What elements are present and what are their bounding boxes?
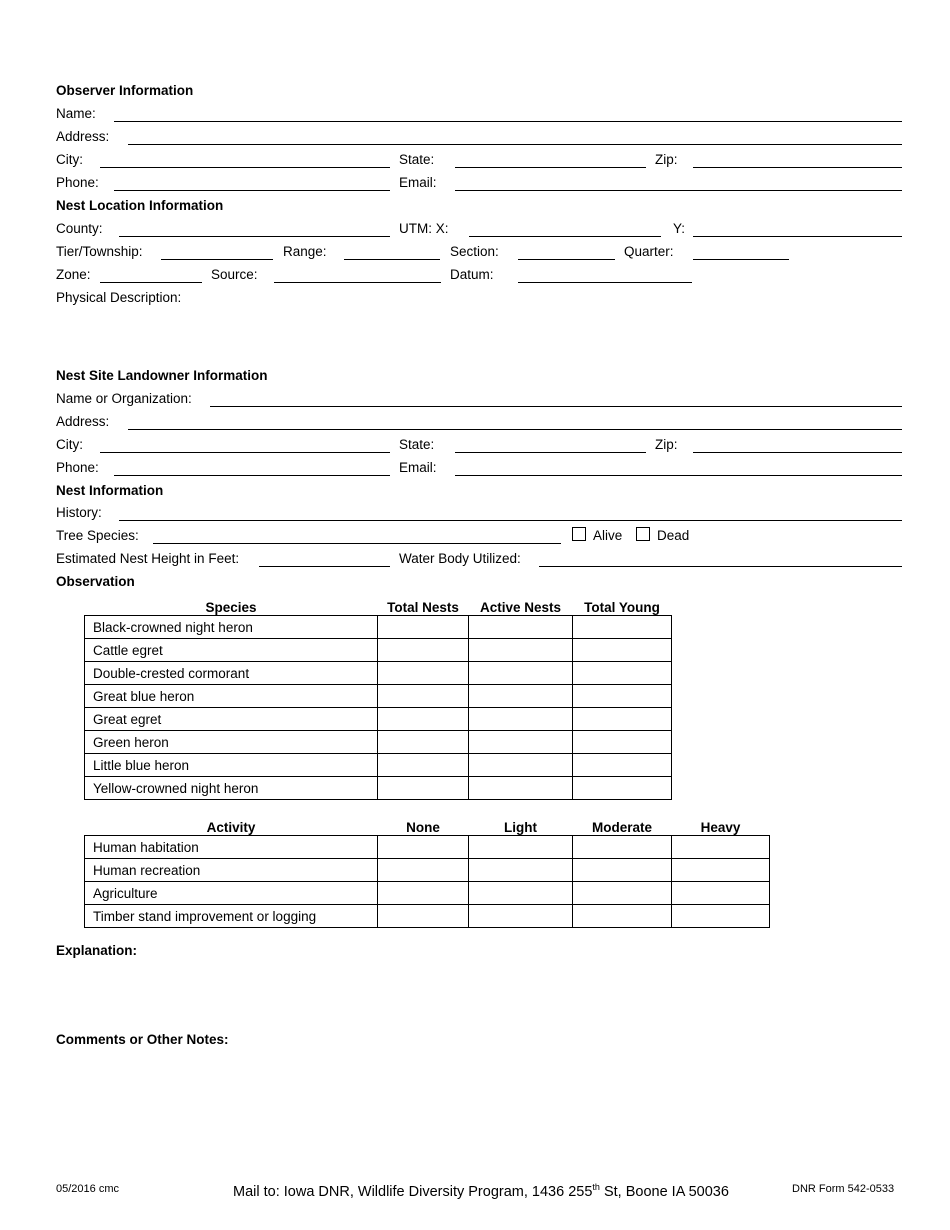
- landowner-heading: Nest Site Landowner Information: [56, 368, 268, 383]
- landowner-state-field[interactable]: [455, 452, 646, 453]
- total-young-header: Total Young: [584, 600, 660, 615]
- observer-state-field[interactable]: [455, 167, 646, 168]
- total-nests-cell[interactable]: [378, 708, 469, 731]
- datum-label: Datum:: [450, 267, 494, 282]
- alive-label: Alive: [593, 528, 623, 543]
- observer-state-label: State:: [399, 152, 435, 167]
- section-field[interactable]: [518, 259, 615, 260]
- explanation-label: Explanation:: [56, 943, 138, 958]
- table-row: [85, 777, 672, 800]
- heavy-cell[interactable]: [672, 882, 770, 905]
- table-row: [85, 616, 672, 639]
- light-cell[interactable]: [469, 905, 573, 928]
- total-nests-header: Total Nests: [387, 600, 459, 615]
- total-young-cell[interactable]: [573, 708, 672, 731]
- light-header: Light: [504, 820, 537, 835]
- total-nests-cell[interactable]: [378, 616, 469, 639]
- comments-label: Comments or Other Notes:: [56, 1032, 229, 1047]
- heavy-header: Heavy: [700, 820, 741, 835]
- species-name: Double-crested cormorant: [85, 662, 378, 685]
- location-heading: Nest Location Information: [56, 198, 224, 213]
- total-young-cell[interactable]: [573, 639, 672, 662]
- species-header: Species: [205, 600, 257, 615]
- landowner-name-field[interactable]: [210, 406, 902, 407]
- observation-heading: Observation: [56, 574, 135, 589]
- observer-city-field[interactable]: [100, 167, 390, 168]
- none-cell[interactable]: [378, 905, 469, 928]
- datum-field[interactable]: [518, 282, 692, 283]
- active-nests-cell[interactable]: [469, 708, 573, 731]
- landowner-zip-label: Zip:: [655, 437, 678, 452]
- observer-heading: Observer Information: [56, 83, 194, 98]
- observer-address-label: Address:: [56, 129, 110, 144]
- utm-x-field[interactable]: [469, 236, 661, 237]
- species-name: Black-crowned night heron: [85, 616, 378, 639]
- heavy-cell[interactable]: [672, 836, 770, 859]
- landowner-state-label: State:: [399, 437, 435, 452]
- none-cell[interactable]: [378, 859, 469, 882]
- moderate-cell[interactable]: [573, 905, 672, 928]
- nest-heading: Nest Information: [56, 483, 164, 498]
- species-name: Great blue heron: [85, 685, 378, 708]
- species-table: [84, 593, 672, 800]
- light-cell[interactable]: [469, 882, 573, 905]
- table-row: [85, 708, 672, 731]
- species-name: Cattle egret: [85, 639, 378, 662]
- active-nests-cell[interactable]: [469, 777, 573, 800]
- table-row: [85, 754, 672, 777]
- observer-city-label: City:: [56, 152, 83, 167]
- landowner-email-field[interactable]: [455, 475, 902, 476]
- activity-name: Human habitation: [85, 836, 378, 859]
- table-row: [85, 731, 672, 754]
- landowner-name-label: Name or Organization:: [56, 391, 192, 406]
- dead-checkbox[interactable]: [636, 527, 650, 541]
- water-body-label: Water Body Utilized:: [399, 551, 521, 566]
- total-nests-cell[interactable]: [378, 662, 469, 685]
- observer-phone-label: Phone:: [56, 175, 99, 190]
- total-young-cell[interactable]: [573, 662, 672, 685]
- observer-name-label: Name:: [56, 106, 96, 121]
- quarter-field[interactable]: [693, 259, 789, 260]
- form-number: DNR Form 542-0533: [792, 1183, 895, 1195]
- source-label: Source:: [211, 267, 258, 282]
- quarter-label: Quarter:: [624, 244, 674, 259]
- county-field[interactable]: [119, 236, 390, 237]
- table-row: [85, 836, 770, 859]
- activity-name: Agriculture: [85, 882, 378, 905]
- landowner-address-field[interactable]: [128, 429, 902, 430]
- light-cell[interactable]: [469, 859, 573, 882]
- mail-prefix: Mail to: Iowa DNR, Wildlife Diversity Program, 1436 255: [233, 1183, 593, 1200]
- none-header: None: [406, 820, 440, 835]
- section-label: Section:: [450, 244, 499, 259]
- tier-label: Tier/Township:: [56, 244, 143, 259]
- footer-date: 05/2016 cmc: [56, 1183, 119, 1195]
- total-young-cell[interactable]: [573, 754, 672, 777]
- tier-field[interactable]: [161, 259, 273, 260]
- range-label: Range:: [283, 244, 327, 259]
- table-row: [85, 639, 672, 662]
- nest-height-label: Estimated Nest Height in Feet:: [56, 551, 240, 566]
- moderate-cell[interactable]: [573, 836, 672, 859]
- tree-species-label: Tree Species:: [56, 528, 139, 543]
- nest-height-field[interactable]: [259, 566, 390, 567]
- total-nests-cell[interactable]: [378, 731, 469, 754]
- active-nests-cell[interactable]: [469, 754, 573, 777]
- range-field[interactable]: [344, 259, 440, 260]
- utm-y-field[interactable]: [693, 236, 902, 237]
- water-body-field[interactable]: [539, 566, 902, 567]
- mail-suffix: St, Boone IA 50036: [599, 1183, 729, 1200]
- activity-name: Human recreation: [85, 859, 378, 882]
- table-row: [85, 859, 770, 882]
- utm-x-label: UTM: X:: [399, 221, 449, 236]
- total-nests-cell[interactable]: [378, 685, 469, 708]
- utm-y-label: Y:: [673, 221, 686, 236]
- light-cell[interactable]: [469, 836, 573, 859]
- history-label: History:: [56, 505, 102, 520]
- active-nests-cell[interactable]: [469, 731, 573, 754]
- none-cell[interactable]: [378, 882, 469, 905]
- active-nests-header: Active Nests: [479, 600, 562, 615]
- table-row: [85, 662, 672, 685]
- landowner-city-field[interactable]: [100, 452, 390, 453]
- tree-species-field[interactable]: [153, 543, 561, 544]
- species-name: Yellow-crowned night heron: [85, 777, 378, 800]
- activity-name: Timber stand improvement or logging: [85, 905, 378, 928]
- zone-label: Zone:: [56, 267, 91, 282]
- active-nests-cell[interactable]: [469, 639, 573, 662]
- observer-zip-field[interactable]: [693, 167, 902, 168]
- table-row: [85, 882, 770, 905]
- physical-description-label: Physical Description:: [56, 290, 182, 305]
- zone-field[interactable]: [100, 282, 202, 283]
- landowner-zip-field[interactable]: [693, 452, 902, 453]
- observer-phone-field[interactable]: [114, 190, 390, 191]
- total-nests-cell[interactable]: [378, 639, 469, 662]
- observer-address-field[interactable]: [128, 144, 902, 145]
- active-nests-cell[interactable]: [469, 685, 573, 708]
- landowner-city-label: City:: [56, 437, 83, 452]
- moderate-header: Moderate: [591, 820, 652, 835]
- heavy-cell[interactable]: [672, 859, 770, 882]
- dead-label: Dead: [657, 528, 690, 543]
- landowner-address-label: Address:: [56, 414, 110, 429]
- species-name: Green heron: [85, 731, 378, 754]
- total-young-cell[interactable]: [573, 685, 672, 708]
- none-cell[interactable]: [378, 836, 469, 859]
- activity-table: [84, 813, 770, 928]
- source-field[interactable]: [274, 282, 441, 283]
- active-nests-cell[interactable]: [469, 616, 573, 639]
- active-nests-cell[interactable]: [469, 662, 573, 685]
- species-name: Great egret: [85, 708, 378, 731]
- total-nests-cell[interactable]: [378, 777, 469, 800]
- mail-to-address: [233, 1179, 729, 1200]
- activity-header: Activity: [206, 820, 256, 835]
- total-young-cell[interactable]: [573, 616, 672, 639]
- table-row: [85, 905, 770, 928]
- history-field[interactable]: [119, 520, 902, 521]
- county-label: County:: [56, 221, 103, 236]
- moderate-cell[interactable]: [573, 882, 672, 905]
- alive-checkbox[interactable]: [572, 527, 586, 541]
- moderate-cell[interactable]: [573, 859, 672, 882]
- total-young-cell[interactable]: [573, 731, 672, 754]
- landowner-email-label: Email:: [399, 460, 437, 475]
- species-name: Little blue heron: [85, 754, 378, 777]
- total-nests-cell[interactable]: [378, 754, 469, 777]
- heavy-cell[interactable]: [672, 905, 770, 928]
- mail-superscript: th: [592, 1182, 600, 1192]
- landowner-phone-label: Phone:: [56, 460, 99, 475]
- observer-name-field[interactable]: [114, 121, 902, 122]
- observer-zip-label: Zip:: [655, 152, 678, 167]
- landowner-phone-field[interactable]: [114, 475, 390, 476]
- total-young-cell[interactable]: [573, 777, 672, 800]
- observer-email-field[interactable]: [455, 190, 902, 191]
- observer-email-label: Email:: [399, 175, 437, 190]
- table-row: [85, 685, 672, 708]
